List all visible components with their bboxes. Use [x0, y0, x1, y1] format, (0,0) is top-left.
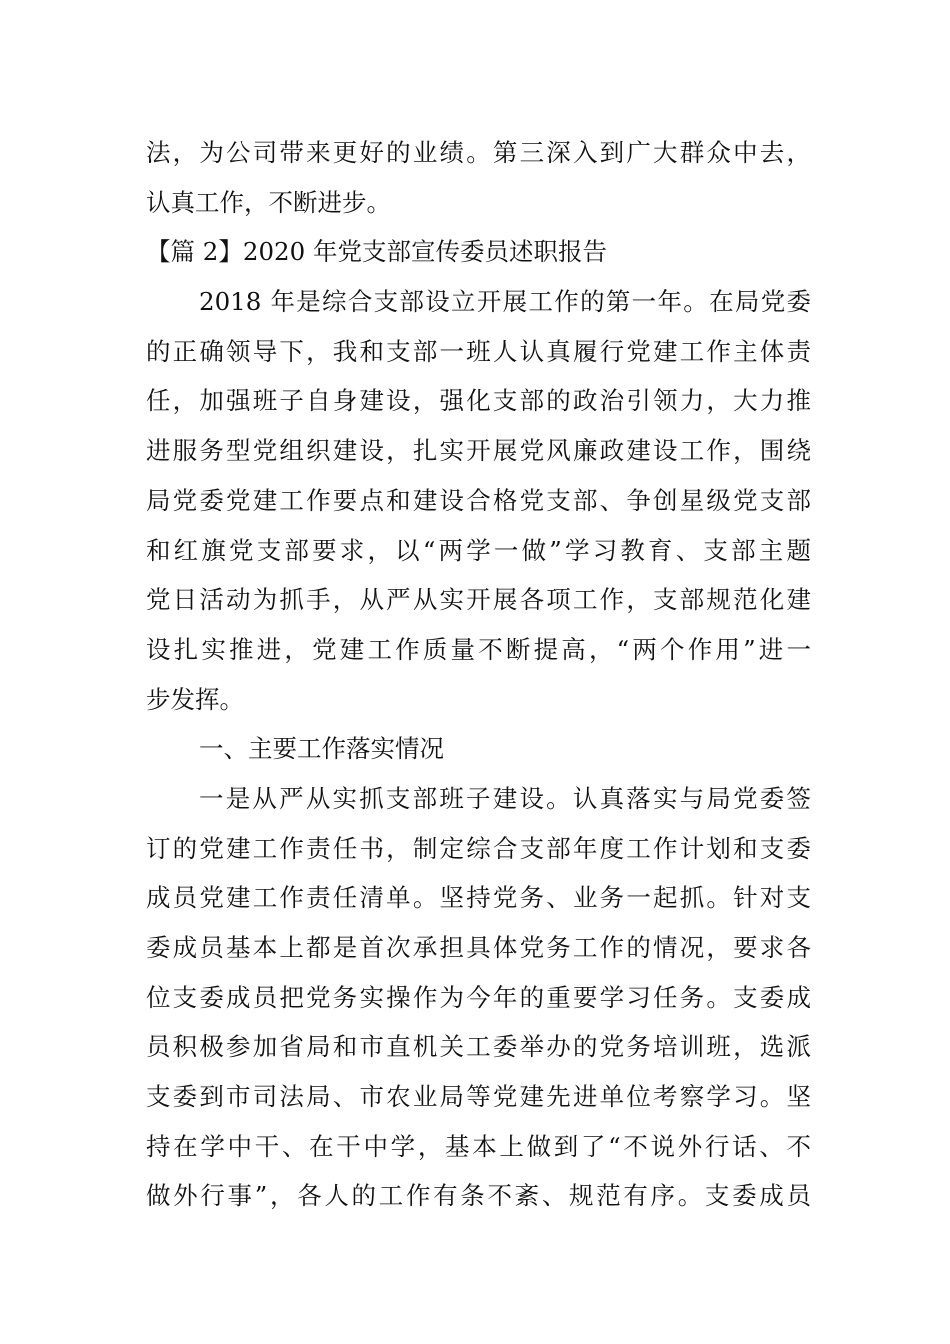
- text-line: 任，加强班子自身建设，强化支部的政治引领力，大力推: [146, 386, 811, 416]
- section-title: 【篇 2】2020 年党支部宣传委员述职报告: [146, 237, 608, 267]
- text-line: 局党委党建工作要点和建设合格党支部、争创星级党支部: [146, 485, 811, 515]
- text-line: 2018 年是综合支部设立开展工作的第一年。在局党委: [199, 287, 811, 317]
- text-line: 支委到市司法局、市农业局等党建先进单位考察学习。坚: [146, 1082, 811, 1112]
- text-line: 一是从严从实抓支部班子建设。认真落实与局党委签: [199, 783, 811, 813]
- text-line: 做外行事”，各人的工作有条不紊、规范有序。支委成员: [146, 1181, 811, 1211]
- text-line: 步发挥。: [146, 684, 244, 714]
- text-line: 位支委成员把党务实操作为今年的重要学习任务。支委成: [146, 982, 811, 1012]
- text-line: 委成员基本上都是首次承担具体党务工作的情况，要求各: [146, 933, 811, 962]
- text-line: 订的党建工作责任书，制定综合支部年度工作计划和支委: [146, 833, 811, 863]
- text-line: 的正确领导下，我和支部一班人认真履行党建工作主体责: [146, 336, 811, 366]
- text-line: 法，为公司带来更好的业绩。第三深入到广大群众中去，: [146, 138, 811, 167]
- text-line: 认真工作，不断进步。: [146, 187, 391, 217]
- text-line: 和红旗党支部要求，以“两学一做”学习教育、支部主题: [146, 535, 811, 565]
- document-body: [146, 128, 811, 1221]
- subheading: 一、主要工作落实情况: [199, 734, 444, 764]
- text-line: 成员党建工作责任清单。坚持党务、业务一起抓。针对支: [146, 883, 811, 913]
- text-line: 党日活动为抓手，从严从实开展各项工作，支部规范化建: [146, 585, 811, 615]
- text-line: 持在学中干、在干中学，基本上做到了“不说外行话、不: [146, 1131, 811, 1161]
- text-line: 设扎实推进，党建工作质量不断提高，“两个作用”进一: [146, 634, 811, 664]
- text-line: 员积极参加省局和市直机关工委举办的党务培训班，选派: [146, 1032, 811, 1062]
- text-line: 进服务型党组织建设，扎实开展党风廉政建设工作，围绕: [146, 436, 811, 466]
